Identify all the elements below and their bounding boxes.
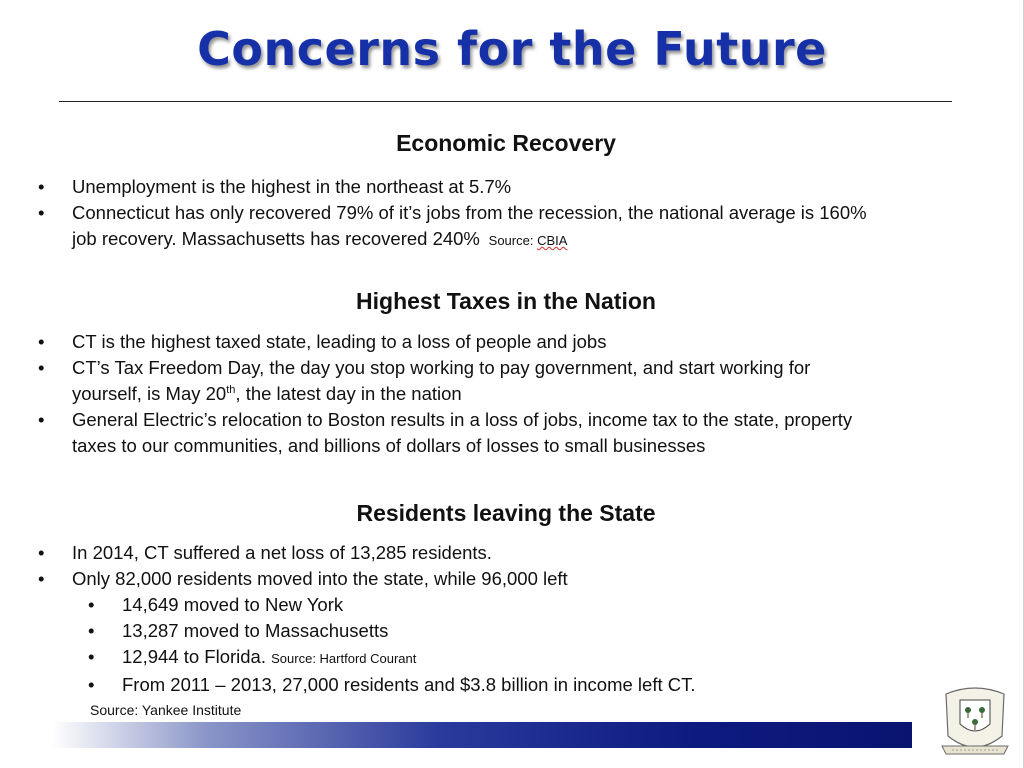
source-note: Source: Hartford Courant xyxy=(271,651,417,666)
bullet-icon: • xyxy=(38,202,45,223)
bullet-icon: • xyxy=(38,176,45,197)
source-note: Source: CBIA xyxy=(488,233,568,248)
bullet-icon: • xyxy=(38,409,45,430)
bullet-icon: • xyxy=(88,646,95,667)
residents-leaving-list xyxy=(34,540,696,698)
list-item: • CT is the highest taxed state, leading to a loss of people and jobs xyxy=(34,329,852,355)
economic-recovery-heading: Economic Recovery xyxy=(396,130,616,156)
bullet-icon: • xyxy=(38,331,45,352)
sub-list-item: • 12,944 to Florida. Source: Hartford Courant xyxy=(34,644,696,672)
residents-leaving-heading: Residents leaving the State xyxy=(356,500,656,526)
sub-list-item: • From 2011 – 2013, 27,000 residents and $3.8 billion in income left CT. xyxy=(34,672,696,698)
highest-taxes-heading: Highest Taxes in the Nation xyxy=(356,288,656,314)
list-item: • Only 82,000 residents moved into the state, while 96,000 left xyxy=(34,566,696,592)
bullet-icon: • xyxy=(88,594,95,615)
highest-taxes-list xyxy=(34,329,852,459)
list-item: • Unemployment is the highest in the northeast at 5.7% xyxy=(34,174,867,200)
slide-title: Concerns for the Future xyxy=(197,22,827,76)
list-item: • CT’s Tax Freedom Day, the day you stop working to pay government, and start working for yourself, is May 20th, the latest day in the nation xyxy=(38,357,811,404)
economic-recovery-list xyxy=(34,174,867,254)
list-item: • General Electric’s relocation to Boston results in a loss of jobs, income tax to the state, property taxes to our communities, and billions of dollars of losses to small businesses xyxy=(38,409,853,456)
bullet-icon: • xyxy=(38,357,45,378)
bullet-icon: • xyxy=(88,674,95,695)
sub-list-item: • 13,287 moved to Massachusetts xyxy=(34,618,696,644)
footer-bar xyxy=(52,722,912,748)
title-divider xyxy=(59,101,952,102)
sub-list-item: • 14,649 moved to New York xyxy=(34,592,696,618)
connecticut-state-seal-icon xyxy=(938,678,1012,762)
yankee-source-note: Source: Yankee Institute xyxy=(90,702,242,718)
list-item: • In 2014, CT suffered a net loss of 13,285 residents. xyxy=(34,540,696,566)
bullet-icon: • xyxy=(38,568,45,589)
list-item: • Connecticut has only recovered 79% of it’s jobs from the recession, the national average is 160% job recovery. Massachusetts has recovered 240% Source: CBIA xyxy=(38,202,867,249)
bullet-icon: • xyxy=(38,542,45,563)
bullet-icon: • xyxy=(88,620,95,641)
